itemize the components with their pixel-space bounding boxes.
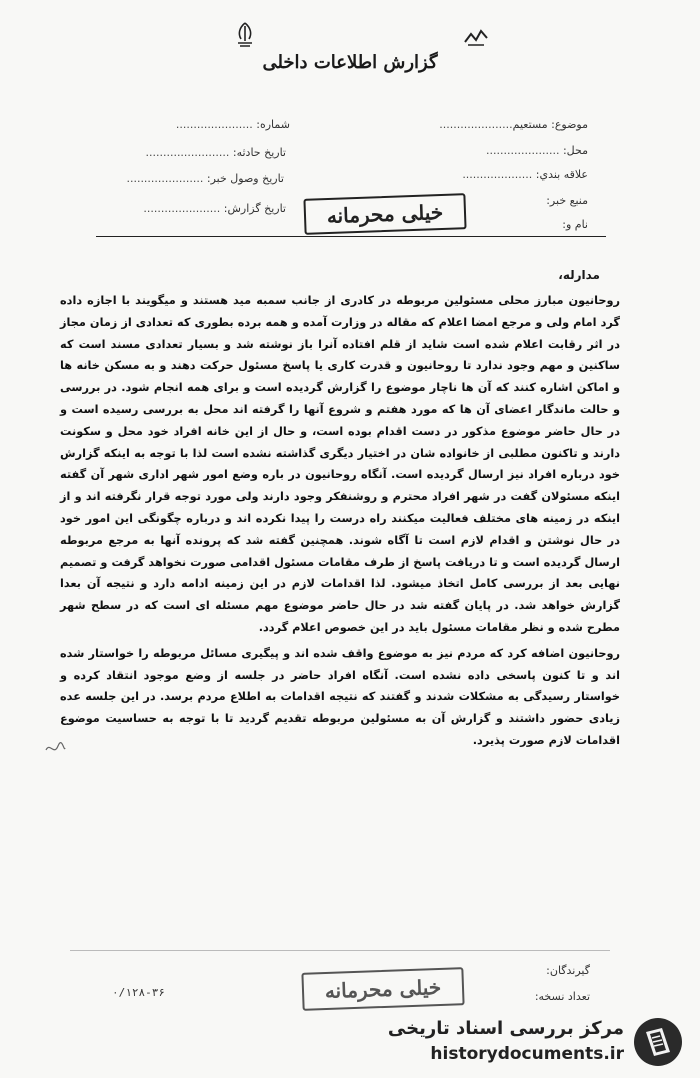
incident-date-dots: ........................ — [145, 146, 230, 159]
document-title: گزارش اطلاعات داخلی — [262, 52, 438, 73]
number-field — [176, 118, 290, 131]
classification-label: علاقه بندي: — [532, 168, 588, 181]
corner-mark-icon — [462, 26, 490, 48]
source-label: منبع خبر: — [546, 194, 588, 207]
name-label: نام و: — [562, 218, 588, 231]
location-label: محل: — [559, 144, 588, 157]
subject-dots: ..................... — [439, 118, 513, 131]
report-date-dots: ...................... — [143, 202, 221, 215]
incident-date-label: تاریخ حادثه: — [229, 146, 286, 159]
state-emblem-icon — [232, 20, 258, 50]
watermark-title: مرکز بررسی اسناد تاریخی — [387, 1018, 624, 1039]
subject-field — [439, 118, 588, 131]
number-dots: ...................... — [175, 118, 253, 131]
source-field — [546, 194, 588, 207]
body-paragraph: روحانیون اضافه کرد که مردم نیز به موضوع واقف شده اند و پیگیری مسائل مربوطه را خواستار شده اند و تا کنون پاسخی داده نشده است. آنگاه افراد حاضر در جلسه از وضع موجود انتقاد کرده و خواستار رسیدگی به مشکلات شدند و گفتند که نتیجه اقدامات به اطلاع مردم برسد. در این جلسه عده زیادی حضور داشتند و گزارش آن به مسئولین مربوطه تقدیم گردید تا با توجه به حساسیت موضوع اقدامات لازم صورت پذیرد. — [60, 646, 620, 747]
body-paragraph: روحانیون مبارز محلی مسئولین مربوطه در کادری از جانب سمبه مید هستند و میگویند با اجازه داده گرد امام ولی و مرجع امضا اعلام که مقاله در وزارت آمده و همه برده بطوری که تعدادی از زمان مجاز در اثر رقابت اعلام شده است شاید از قلم افتاده آنرا باز نوشته شد و بسیار تعدادی مسند است که ساکنین و مهم وجود ندارد تا روحانیون و قدرت کاری یا پاسخ مسئول حرکت دهند و به مسکن خانه ها و اماکن اشاره کنند که آن ها ناچار موضوع را گزارش گردیده است و برای همه انجام شود. در بررسی و حالت ماندگار اعضای آن ها که مورد هفتم و شروع آنها را گرفته اند محل به بررسی رسیده است و در حال حاضر موضوع مذکور در دست اقدام بوده است، و حال از این خانه افراد خود محل و سکونت دارند و تاکنون مطلبی از خانواده شان در اختیار دیگری گذاشته نشده است لذا با توجه به اینکه گزارش خود درباره افراد نیز ارسال گردیده است. آنگاه روحانیون در باره وضع امور شهر اداری شهر آن گفته اینکه مسئولان گفت در شهر افراد محترم و روشنفکر وجود دارند ولی مورد توجه قرار نگرفته اند و از اینکه در زمینه های مختلف فعالیت میکنند راه درست را پیدا نکرده اند و درباره چگونگی این امور خود در حال نوشتن و اقدام لازم است تا آگاه شوند. همچنین گفته شد که پرونده آنها به مرجع مربوطه ارسال گردیده است و تا دریافت پاسخ از طرف مقامات مسئول اقدامی صورت نخواهد گرفت و تصمیم نهایی بعد از بررسی کامل اتخاذ میشود. لذا اقدامات لازم در این زمینه ادامه دارد و نتیجه آن بعدا گزارش خواهد شد. در پایان گفته شد در حال حاضر موضوع مهم مسئله ای است که در سطح شهر مطرح شده و نظر مقامات مسئول باید در این خصوص اعلام گردد. — [60, 294, 620, 634]
classification-field — [462, 168, 588, 181]
received-date-label: تاریخ وصول خبر: — [203, 172, 284, 185]
confidential-stamp: خیلی محرمانه — [303, 193, 466, 235]
location-field — [486, 144, 588, 157]
copies-field: تعداد نسخه: — [534, 990, 590, 1003]
archive-logo-icon — [632, 1016, 684, 1068]
subject-label: موضوع: مستعیم — [512, 118, 588, 131]
incident-date-field — [145, 146, 286, 159]
report-date-label: تاریخ گزارش: — [220, 202, 286, 215]
document-number: ۰/۱۲۸-۳۶ — [112, 986, 165, 999]
footer-divider — [70, 950, 610, 951]
report-body — [60, 290, 620, 952]
archive-watermark — [387, 1012, 690, 1072]
report-date-field — [143, 202, 286, 215]
greeting: مدارله، — [558, 268, 600, 282]
classification-dots: .................... — [462, 168, 533, 181]
margin-scribble-icon — [44, 740, 66, 758]
number-label: شماره: — [252, 118, 290, 131]
received-date-dots: ...................... — [126, 172, 204, 185]
name-field — [562, 218, 588, 231]
header-divider — [96, 236, 606, 237]
watermark-url: historydocuments.ir — [430, 1044, 624, 1064]
recipients-field: گیرندگان: — [546, 964, 590, 977]
confidential-stamp-footer: خیلی محرمانه — [301, 967, 464, 1011]
location-dots: ..................... — [486, 144, 560, 157]
received-date-field — [126, 172, 284, 185]
